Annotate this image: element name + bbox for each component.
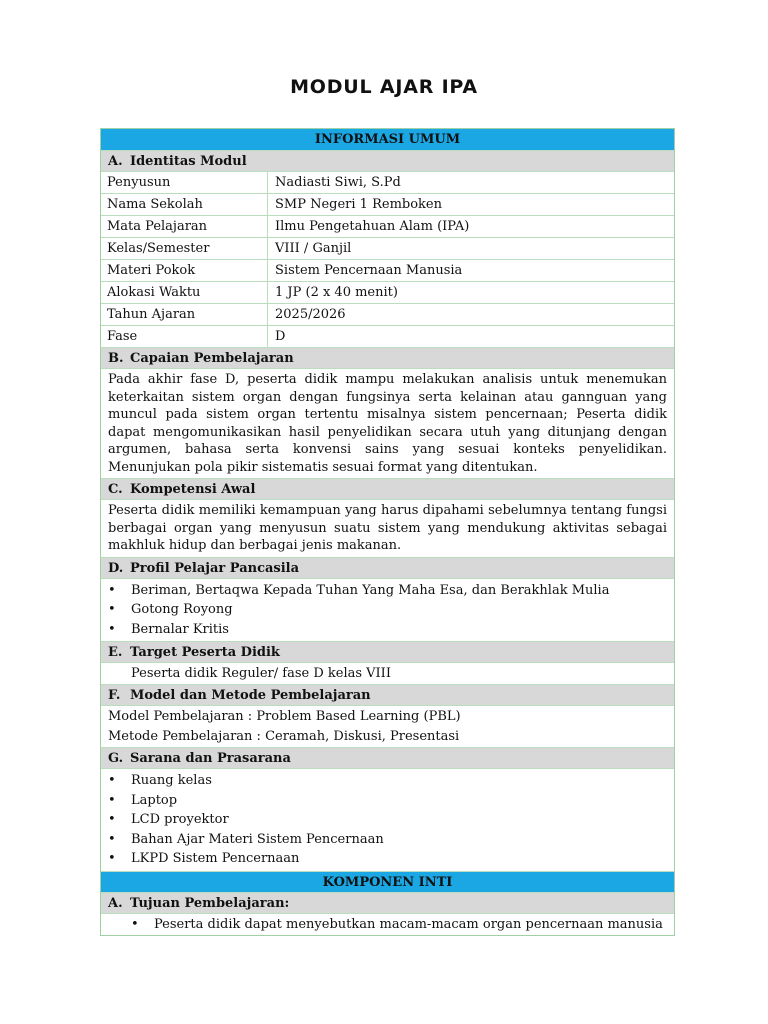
- sarana-list-cell: [101, 768, 674, 871]
- identity-value: D: [275, 329, 286, 344]
- identity-value: SMP Negeri 1 Remboken: [275, 197, 442, 212]
- section-title: Capaian Pembelajaran: [130, 351, 294, 366]
- section-header-model: [101, 684, 674, 705]
- bullet-icon: •: [108, 831, 116, 847]
- identity-row: [101, 171, 674, 193]
- section-banner-informasi-umum: INFORMASI UMUM: [101, 129, 674, 150]
- model-line: Model Pembelajaran : Problem Based Learning (PBL): [108, 709, 461, 724]
- identity-value: 2025/2026: [275, 307, 346, 322]
- list-item: [108, 600, 674, 620]
- section-letter: D.: [108, 560, 124, 576]
- identity-row: [101, 193, 674, 215]
- list-item: [108, 771, 674, 791]
- list-item-text: Peserta didik dapat menyebutkan macam-macam organ pencernaan manusia: [154, 916, 663, 932]
- tujuan-list-cell: [101, 913, 674, 935]
- list-item: [108, 849, 674, 869]
- identity-value: Ilmu Pengetahuan Alam (IPA): [275, 219, 470, 234]
- identity-label: Tahun Ajaran: [101, 304, 268, 325]
- identity-label: Alokasi Waktu: [101, 282, 268, 303]
- list-item-text: Ruang kelas: [131, 773, 212, 788]
- section-title: Kompetensi Awal: [130, 482, 256, 497]
- section-header-identitas: [101, 150, 674, 171]
- bullet-icon: •: [108, 602, 116, 617]
- target-text: Peserta didik Reguler/ fase D kelas VIII: [101, 662, 674, 684]
- profil-list: [101, 579, 674, 642]
- list-item-text: LCD proyektor: [131, 812, 229, 827]
- section-letter: C.: [108, 482, 123, 497]
- identity-row: [101, 325, 674, 347]
- bullet-icon: •: [108, 851, 116, 866]
- section-header-target: [101, 641, 674, 662]
- list-item-text: LKPD Sistem Pencernaan: [131, 851, 300, 866]
- list-item: [108, 810, 674, 830]
- bullet-icon: •: [108, 773, 116, 788]
- section-title: Profil Pelajar Pancasila: [130, 560, 300, 576]
- section-letter: E.: [108, 645, 123, 660]
- section-letter: A.: [108, 154, 123, 169]
- section-title: Identitas Modul: [130, 154, 247, 169]
- list-item: [131, 914, 674, 935]
- list-item: [108, 791, 674, 811]
- list-item-text: Laptop: [131, 792, 178, 808]
- identity-row: [101, 215, 674, 237]
- identity-label: Fase: [101, 326, 268, 347]
- section-header-profil: [101, 557, 674, 578]
- section-header-kompetensi: [101, 478, 674, 499]
- bullet-icon: •: [108, 621, 116, 637]
- section-title: Tujuan Pembelajaran:: [130, 895, 290, 911]
- identity-label: Materi Pokok: [101, 260, 268, 281]
- bullet-icon: •: [108, 812, 116, 827]
- identity-row: [101, 259, 674, 281]
- section-letter: G.: [108, 751, 124, 766]
- identity-value: Sistem Pencernaan Manusia: [275, 263, 463, 278]
- identity-value: VIII / Ganjil: [275, 241, 352, 256]
- list-item: [108, 620, 674, 640]
- list-item-text: Gotong Royong: [131, 602, 233, 617]
- section-header-tujuan: [101, 892, 674, 913]
- identity-label: Mata Pelajaran: [101, 216, 268, 237]
- sarana-list: [101, 769, 674, 871]
- section-letter: A.: [108, 895, 123, 911]
- list-item-text: Beriman, Bertaqwa Kepada Tuhan Yang Maha Esa, dan Berakhlak Mulia: [131, 582, 610, 598]
- section-banner-komponen-inti: KOMPONEN INTI: [101, 871, 674, 892]
- list-item-text: Bahan Ajar Materi Sistem Pencernaan: [131, 831, 384, 847]
- identity-row: [101, 281, 674, 303]
- identity-value: 1 JP (2 x 40 menit): [275, 285, 398, 300]
- document-title: MODUL AJAR IPA: [290, 76, 478, 98]
- profil-list-cell: [101, 578, 674, 642]
- identity-row: [101, 237, 674, 259]
- bullet-icon: •: [108, 792, 116, 808]
- section-title: Target Peserta Didik: [130, 645, 280, 660]
- identity-label: Penyusun: [101, 172, 268, 193]
- tujuan-list: [101, 914, 674, 935]
- identity-row: [101, 303, 674, 325]
- section-header-capaian: [101, 347, 674, 368]
- identity-value: Nadiasti Siwi, S.Pd: [275, 175, 401, 190]
- bullet-icon: •: [108, 582, 116, 598]
- section-letter: B.: [108, 351, 124, 366]
- kompetensi-text: Peserta didik memiliki kemampuan yang harus dipahami sebelumnya tentang fungsi berbagai organ yang menyusun suatu sistem yang mendukung aktivitas sebagai makhluk hidup dan berbagai jenis makanan.: [101, 499, 674, 557]
- list-item: [108, 581, 674, 601]
- identity-label: Nama Sekolah: [101, 194, 268, 215]
- section-letter: F.: [108, 688, 121, 703]
- bullet-icon: •: [131, 916, 139, 932]
- list-item-text: Bernalar Kritis: [131, 621, 229, 637]
- metode-line: Metode Pembelajaran : Ceramah, Diskusi, Presentasi: [108, 728, 460, 744]
- model-cell: [101, 705, 674, 747]
- identity-label: Kelas/Semester: [101, 238, 268, 259]
- section-title: Model dan Metode Pembelajaran: [130, 688, 371, 703]
- section-title: Sarana dan Prasarana: [130, 751, 291, 766]
- list-item: [108, 830, 674, 850]
- section-header-sarana: [101, 747, 674, 768]
- module-table: [100, 128, 675, 936]
- capaian-text: Pada akhir fase D, peserta didik mampu melakukan analisis untuk menemukan keterkaitan sistem organ dengan fungsinya serta kelainan atau gannguan yang muncul pada sistem organ tertentu misalnya sistem pencernaan; Peserta didik dapat mengomunikasikan hasil penyelidikan secara utuh yang ditunjang dengan argumen, bahasa serta konvensi sains yang sesuai konteks penyelidikan. Menunjukan pola pikir sistematis sesuai format yang ditentukan.: [101, 368, 674, 478]
